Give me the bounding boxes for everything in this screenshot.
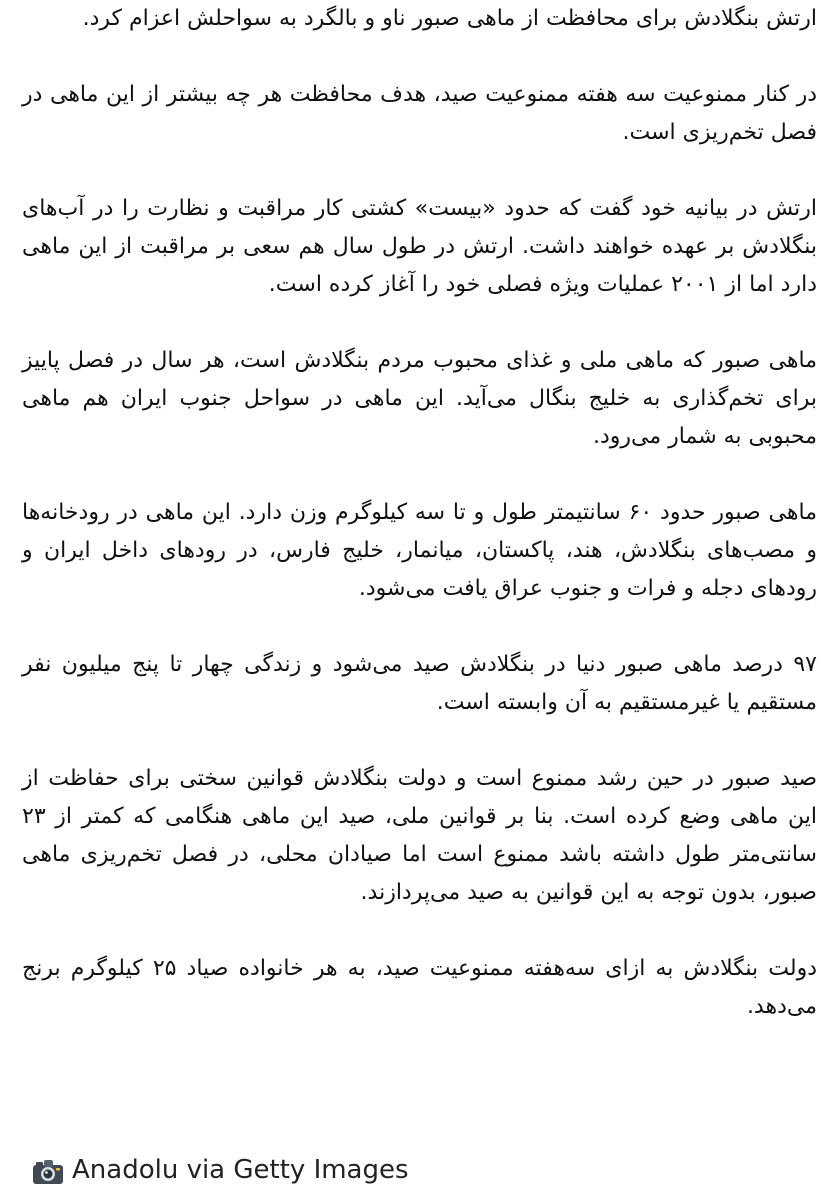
credit-text: Anadolu via Getty Images	[72, 1155, 409, 1185]
article-body	[22, 0, 817, 1026]
camera-icon	[32, 1157, 64, 1183]
paragraph-3: ارتش در بیانیه خود گفت که حدود «بیست» کشتی کار مراقبت و نظارت را در آب‌های بنگلادش بر عهده خواهند داشت. ارتش در طول سال هم سعی بر مراقبت از این ماهی دارد اما از ۲۰۰۱ عملیات ویژه فصلی خود را آغاز کرده است.	[22, 196, 817, 297]
paragraph-2: در کنار ممنوعیت سه هفته ممنوعیت صید، هدف محافظت هر چه بیشتر از این ماهی در فصل تخم‌ریزی است.	[22, 82, 817, 145]
paragraph-4: ماهی صبور که ماهی ملی و غذای محبوب مردم بنگلادش است، هر سال در فصل پاییز برای تخم‌گذاری به خلیج بنگال می‌آید. این ماهی در سواحل جنوب ایران هم ماهی محبوبی به شمار می‌رود.	[22, 348, 817, 449]
paragraph-1: ارتش بنگلادش برای محافظت از ماهی صبور ناو و بالگرد به سواحلش اعزام کرد.	[82, 6, 817, 31]
paragraph-8: دولت بنگلادش به ازای سه‌هفته ممنوعیت صید، به هر خانواده صیاد ۲۵ کیلوگرم برنج می‌دهد.	[22, 956, 817, 1019]
paragraph-7: صید صبور در حین رشد ممنوع است و دولت بنگلادش قوانین سختی برای حفاظت از این ماهی وضع کرده است. بنا بر قوانین ملی، صید این ماهی هنگامی که کمتر از ۲۳ سانتی‌متر طول داشته باشد ممنوع است اما صیادان محلی، در فصل تخم‌ریزی ماهی صبور، بدون توجه به این قوانین به صید می‌پردازند.	[22, 766, 817, 905]
paragraph-5: ماهی صبور حدود ۶۰ سانتیمتر طول و تا سه کیلوگرم وزن دارد. این ماهی در رودخانه‌ها و مصب‌های بنگلادش، هند، پاکستان، میانمار، خلیج فارس، در رودهای داخل ایران و رودهای دجله و فرات و جنوب عراق یافت می‌شود.	[22, 500, 817, 601]
paragraph-6: ۹۷ درصد ماهی صبور دنیا در بنگلادش صید می‌شود و زندگی چهار تا پنج میلیون نفر مستقیم یا غیرمستقیم به آن وابسته است.	[22, 652, 817, 715]
photo-credit	[32, 1150, 409, 1190]
